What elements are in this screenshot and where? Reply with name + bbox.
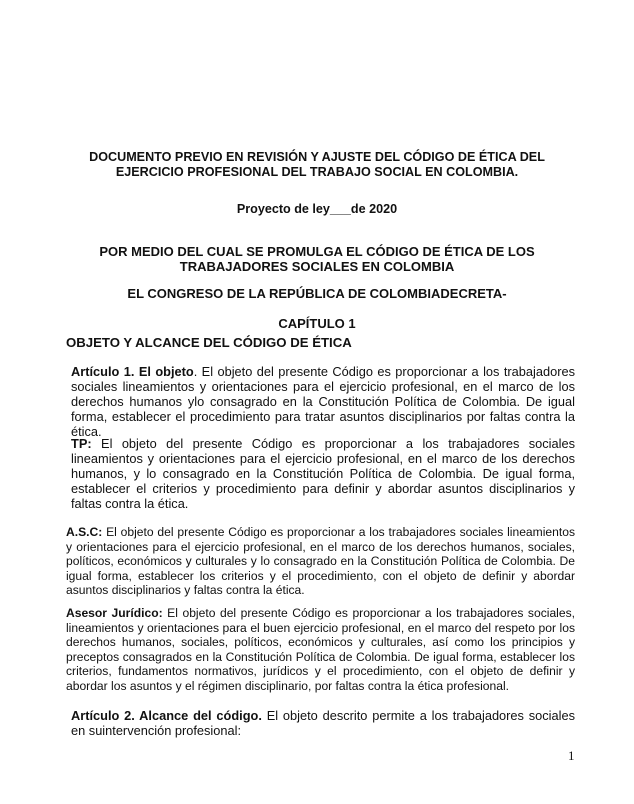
article-2-text: El objeto descrito permite a los trabajadores sociales en suintervención profesional:: [71, 708, 575, 738]
tp-paragraph: [71, 436, 575, 511]
tp-text: El objeto del presente Código es proporcionar a los trabajadores sociales lineamientos y orientaciones para el ejercicio profesional, en el marco de los derechos humanos, y lo consagrado en la Constitución Política de Colombia. De igual forma, establecer el criterios y procedimiento para definir y abordar asuntos disciplinarios y faltas contra la ética.: [71, 436, 575, 511]
document-title: [40, 150, 594, 180]
tp-label: TP:: [71, 436, 92, 451]
page-number: 1: [568, 748, 575, 763]
asc-text: El objeto del presente Código es proporcionar a los trabajadores sociales lineamientos y orientaciones para el ejercicio profesional, en el marco de los derechos humanos, sociales, políticos, económicos y culturales y lo consagrado en la Constitución Política de Colombia. De igual forma, establecer los criterios y el procedimiento, con el objeto de definir y abordar asuntos disciplinarios y faltas contra la ética.: [66, 525, 575, 597]
document-title-line-2: EJERCICIO PROFESIONAL DEL TRABAJO SOCIAL EN COLOMBIA.: [115, 165, 519, 179]
congress-decree-line: EL CONGRESO DE LA REPÚBLICA DE COLOMBIADECRETA-: [127, 286, 507, 301]
section-title: OBJETO Y ALCANCE DEL CÓDIGO DE ÉTICA: [66, 335, 352, 350]
document-title-line-1: DOCUMENTO PREVIO EN REVISIÓN Y AJUSTE DEL CÓDIGO DE ÉTICA DEL: [89, 150, 545, 164]
article-1-paragraph: [71, 364, 575, 439]
article-1-text: . El objeto del presente Código es proporcionar a los trabajadores sociales lineamientos y orientaciones para el ejercicio profesional, en el marco de los derechos humanos ylo consagrado en la Constitución Política de Colombia. De igual forma, establecer el procedimiento para tratar asuntos disciplinarios por faltas contra la ética.: [71, 364, 575, 439]
asesor-juridico-text: El objeto del presente Código es proporcionar a los trabajadores sociales, lineamientos y orientaciones para el buen ejercicio profesional, en el marco del respeto por los derechos humanos, sociales, políticos, económicos y culturales, así como los principios y preceptos consagrados en la Constitución Política de Colombia. De igual forma, establecer los criterios, fundamentos normativos, jurídicos y el procedimiento, con el objeto de definir y abordar los asuntos y el régimen disciplinario, por faltas contra la ética profesional.: [66, 606, 575, 693]
asesor-juridico-paragraph: [66, 606, 575, 693]
article-2-paragraph: [71, 708, 575, 738]
promulgation-heading: [40, 244, 594, 274]
asc-label: A.S.C:: [66, 525, 103, 539]
asesor-juridico-label: Asesor Jurídico:: [66, 606, 163, 620]
promulgation-line-2: TRABAJADORES SOCIALES EN COLOMBIA: [179, 259, 455, 274]
asc-paragraph: [66, 525, 575, 598]
project-line: Proyecto de ley___de 2020: [236, 202, 398, 216]
chapter-heading: CAPÍTULO 1: [278, 316, 356, 331]
article-2-label: Artículo 2. Alcance del código.: [71, 708, 262, 723]
article-1-label: Artículo 1. El objeto: [71, 364, 194, 379]
promulgation-line-1: POR MEDIO DEL CUAL SE PROMULGA EL CÓDIGO DE ÉTICA DE LOS: [99, 244, 535, 259]
